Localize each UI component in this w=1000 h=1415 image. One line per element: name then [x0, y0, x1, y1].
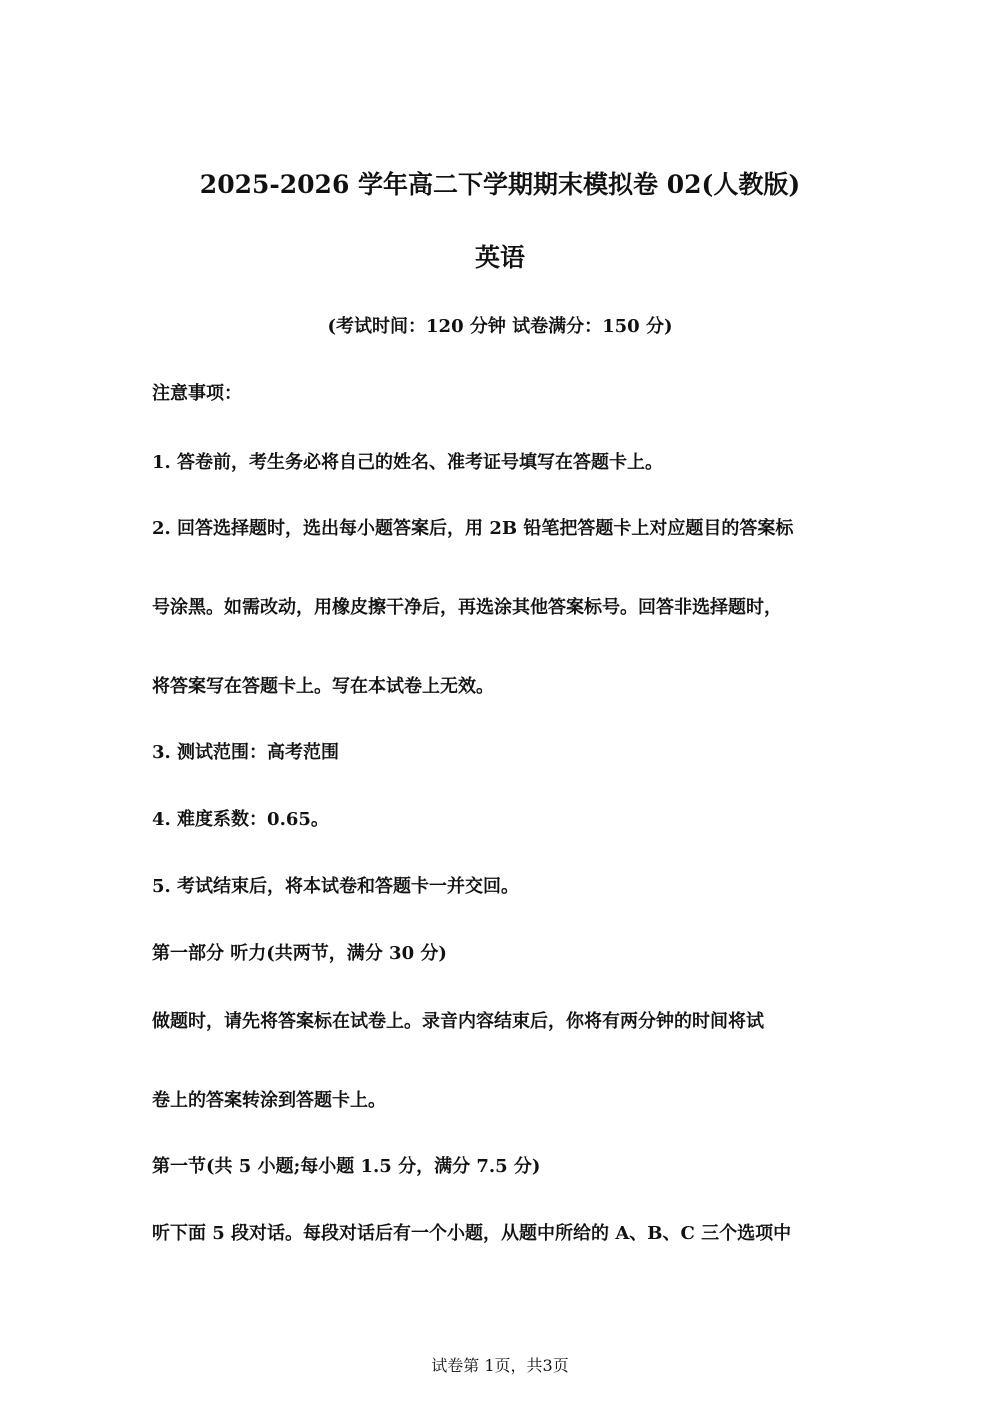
section1-heading: 第一节(共 5 小题;每小题 1.5 分，满分 7.5 分) — [152, 1156, 541, 1177]
section1-instruction-line-1: 听下面 5 段对话。每段对话后有一个小题，从题中所给的 A、B、C 三个选项中 — [152, 1223, 792, 1244]
part1-heading: 第一部分 听力(共两节，满分 30 分) — [152, 943, 447, 964]
notice-item-2-line-1: 2. 回答选择题时，选出每小题答案后，用 2B 铅笔把答题卡上对应题目的答案标 — [152, 518, 794, 539]
subject-title: 英语 — [474, 243, 525, 272]
notice-item-3: 3. 测试范围：高考范围 — [152, 742, 340, 763]
notice-item-5: 5. 考试结束后，将本试卷和答题卡一并交回。 — [152, 876, 520, 897]
part1-instruction-line-2: 卷上的答案转涂到答题卡上。 — [152, 1090, 386, 1111]
exam-title: 2025-2026 学年高二下学期期末模拟卷 02(人教版) — [199, 170, 801, 199]
page-footer: 试卷第 1页，共3页 — [431, 1356, 569, 1375]
notice-item-4: 4. 难度系数：0.65。 — [152, 809, 329, 830]
notice-item-2-line-3: 将答案写在答题卡上。写在本试卷上无效。 — [152, 676, 494, 697]
notice-item-2-line-2: 号涂黑。如需改动，用橡皮擦干净后，再选涂其他答案标号。回答非选择题时， — [152, 597, 782, 618]
notice-heading: 注意事项： — [152, 383, 242, 404]
notice-item-1: 1. 答卷前，考生务必将自己的姓名、准考证号填写在答题卡上。 — [152, 452, 664, 473]
part1-instruction-line-1: 做题时，请先将答案标在试卷上。录音内容结束后，你将有两分钟的时间将试 — [152, 1011, 764, 1032]
exam-info: (考试时间：120 分钟 试卷满分：150 分) — [327, 316, 673, 337]
